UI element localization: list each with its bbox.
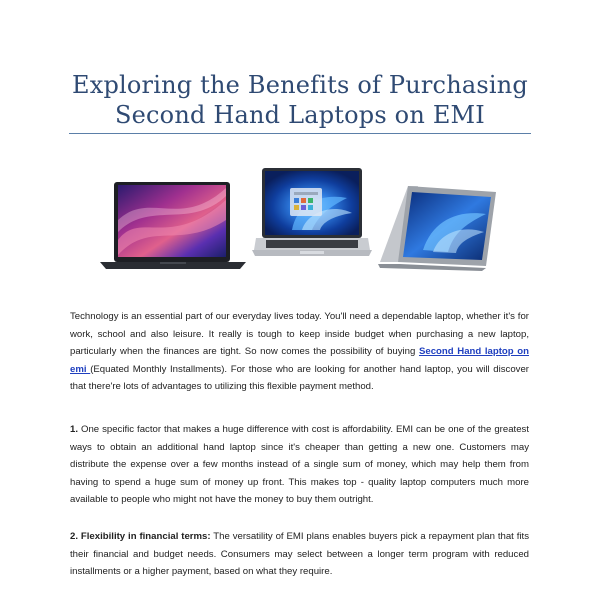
point-2-paragraph [70,528,529,581]
point-2-text: The versatility of EMI plans enables buyers pick a repayment plan that fits their financial and budget needs. Consumers may select between a longer term program with reduced installments or a higher payment, based on what they require. [70,531,529,578]
title-divider [69,133,531,134]
second-hand-laptop-emi-link[interactable]: Second Hand laptop on emi [70,346,529,375]
point-1-number: 1. [70,424,79,435]
laptop-open-blue-bloom-icon [252,168,372,272]
intro-text-before-link: Technology is an essential part of our everyday lives today. You'll need a dependable laptop, whether it's for work, school and also leisure. It really is tough to keep inside budget when purchasing a new laptop, particularly when the finances are tight. So now comes the possibility of buying [70,311,529,358]
point-2-heading: 2. Flexibility in financial terms: [70,531,211,542]
intro-text-after-link: (Equated Monthly Installments). For those who are looking for another hand laptop, you will discover that there're lots of advantages to utilizing this flexible payment method. [70,363,529,393]
point-1-text: One specific factor that makes a huge difference with cost is affordability. EMI can be one of the greatest ways to obtain an additional hand laptop since it's cheaper than getting a new one. Customers may distribute the expense over a few months instead of a single sum of money, which may help them from having to spend a huge sum of money up front. This makes top - quality laptop computers much more available to people who might not have the money to buy them outright. [70,424,529,506]
point-1-paragraph [70,421,529,509]
title-line-2: Second Hand Laptops on EMI [115,101,485,129]
intro-paragraph [70,308,529,396]
laptop-open-purple-screen-icon [100,180,246,270]
laptop-images [0,160,600,275]
page-title [60,70,540,130]
title-line-1: Exploring the Benefits of Purchasing [72,71,528,99]
laptop-tent-mode-icon [378,180,504,272]
